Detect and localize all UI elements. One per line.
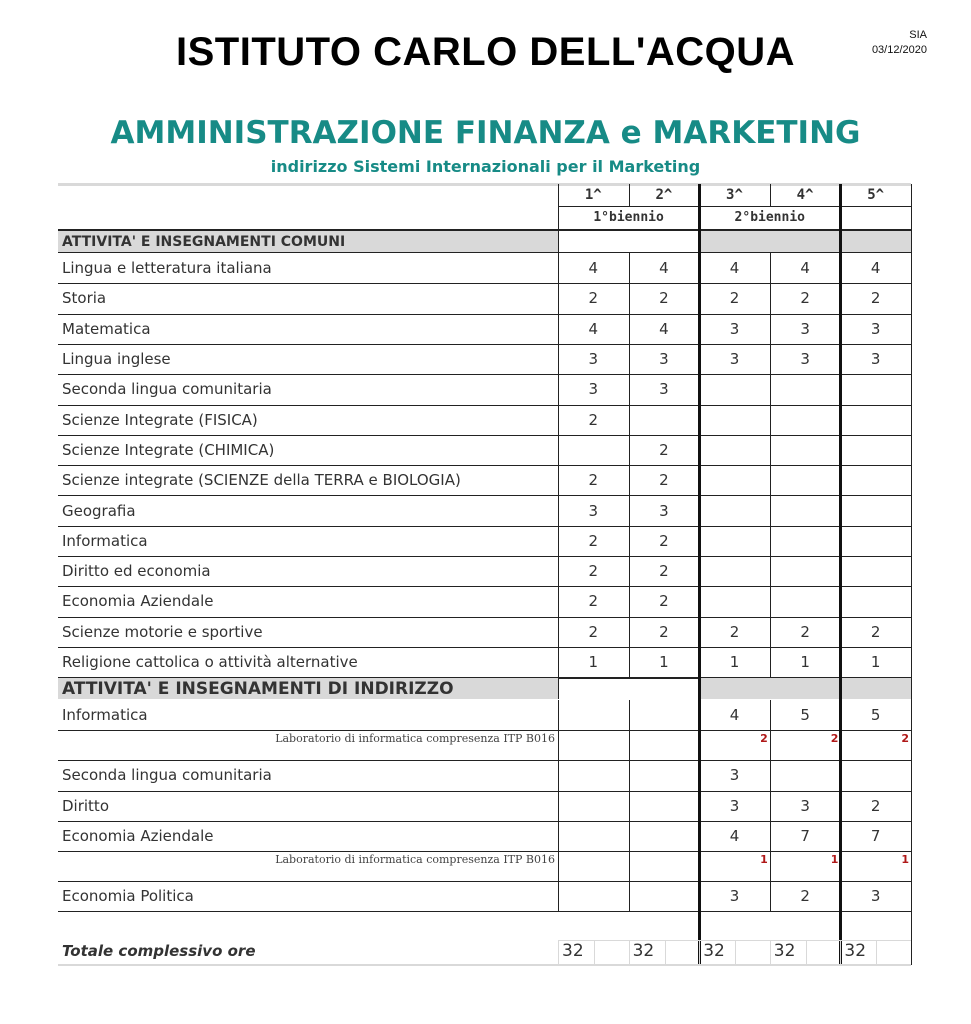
common_subjects-hours-cell: [558, 435, 629, 465]
common_subjects-hours-cell: [770, 586, 841, 616]
common_subjects-subject-name: Scienze integrate (SCIENZE della TERRA e BIOLOGIA): [62, 471, 461, 490]
common_subjects-hours-cell: 3: [588, 350, 599, 369]
specific_subjects-hours-cell: 5: [870, 706, 881, 725]
total-cell-border: [806, 940, 807, 965]
year-header-3: 3^: [726, 187, 743, 203]
specific_subjects-hours-cell: [629, 700, 700, 730]
specific_subjects-hours-cell: [558, 700, 629, 730]
specific_subjects-hours-cell: 2: [800, 887, 810, 906]
grid-line: [629, 184, 630, 206]
section-specific-header: ATTIVITA' E INSEGNAMENTI DI INDIRIZZO: [58, 678, 558, 699]
common_subjects-hours-cell: [840, 374, 911, 404]
common_subjects-hours-cell: 3: [729, 350, 740, 369]
common_subjects-subject-name: Scienze Integrate (CHIMICA): [62, 440, 275, 459]
specific_subjects-subject-name: Economia Politica: [62, 887, 194, 906]
grid-line: [770, 586, 771, 617]
grid-line: [629, 791, 630, 821]
common_subjects-hours-cell: 3: [800, 319, 810, 338]
common_subjects-hours-cell: [699, 374, 770, 404]
grid-line: [698, 184, 701, 965]
common_subjects-hours-cell: 2: [659, 562, 669, 581]
specific_subjects-lab-hours: 1: [901, 853, 909, 867]
grid-line: [770, 526, 771, 556]
common_subjects-hours-cell: 4: [659, 259, 669, 278]
specific_subjects-subject-name: Economia Aziendale: [62, 827, 214, 846]
common_subjects-hours-cell: 2: [800, 289, 810, 308]
common_subjects-hours-cell: 2: [729, 622, 740, 641]
common_subjects-hours-cell: 3: [659, 501, 669, 520]
grid-line: [770, 821, 771, 851]
common_subjects-hours-cell: 1: [870, 653, 881, 672]
common_subjects-hours-cell: [770, 374, 841, 404]
specific_subjects-hours-cell: [629, 760, 700, 790]
specific_subjects-hours-cell: 2: [870, 796, 881, 815]
common_subjects-subject-name: Scienze Integrate (FISICA): [62, 410, 258, 429]
common_subjects-hours-cell: [840, 405, 911, 435]
year-header-2: 2^: [655, 187, 673, 203]
common_subjects-subject-name: Geografia: [62, 501, 136, 520]
grid-line: [558, 184, 559, 229]
total-label: Totale complessivo ore: [62, 942, 256, 960]
common_subjects-subject-name: Lingua inglese: [62, 350, 171, 369]
common_subjects-hours-cell: 2: [870, 289, 881, 308]
common_subjects-subject-name: Matematica: [62, 319, 151, 338]
specific_subjects-lab-hours: 2: [901, 732, 909, 746]
grid-line: [629, 821, 630, 851]
grid-line: [770, 495, 771, 526]
grid-line: [558, 730, 559, 760]
common_subjects-hours-cell: [770, 405, 841, 435]
common_subjects-hours-cell: [699, 405, 770, 435]
grid-line: [770, 283, 771, 314]
year-header-5: 5^: [867, 187, 885, 203]
grid-line: [629, 314, 630, 344]
specific_subjects-lab-hours: 1: [760, 853, 768, 867]
specific_subjects-lab-label: Laboratorio di informatica compresenza ITP B016: [275, 732, 555, 746]
grid-line: [770, 647, 771, 677]
specific_subjects-hours-cell: 3: [729, 796, 740, 815]
grid-line: [629, 617, 630, 647]
grid-line: [629, 283, 630, 314]
common_subjects-hours-cell: 2: [588, 531, 599, 550]
grid-line: [558, 495, 559, 526]
grid-line: [770, 435, 771, 465]
common_subjects-hours-cell: [840, 465, 911, 495]
specific_subjects-lab-label: Laboratorio di informatica compresenza ITP B016: [275, 853, 555, 867]
grid-line: [558, 374, 559, 405]
common_subjects-hours-cell: 4: [729, 259, 740, 278]
common_subjects-subject-name: Lingua e letteratura italiana: [62, 259, 272, 278]
common_subjects-subject-name: Economia Aziendale: [62, 592, 214, 611]
grid-line: [770, 881, 771, 911]
grid-line: [558, 647, 559, 677]
grid-line: [558, 760, 559, 791]
common_subjects-subject-name: Informatica: [62, 531, 148, 550]
grid-line: [558, 791, 559, 821]
grid-line: [770, 405, 771, 435]
specific_subjects-hours-cell: 3: [729, 887, 740, 906]
grid-line: [839, 184, 842, 965]
section-shade: [701, 678, 840, 699]
common_subjects-hours-cell: 2: [588, 592, 599, 611]
grid-line: [558, 851, 559, 881]
common_subjects-hours-cell: [699, 586, 770, 616]
specific_subjects-hours-cell: [629, 821, 700, 851]
school-name: ISTITUTO CARLO DELL'ACQUA: [175, 30, 796, 74]
common_subjects-hours-cell: [770, 526, 841, 556]
specific_subjects-hours-cell: 3: [800, 796, 810, 815]
total-hours-cell: 32: [562, 941, 584, 961]
specific_subjects-hours-cell: 4: [729, 706, 740, 725]
common_subjects-hours-cell: 2: [588, 289, 599, 308]
specific_subjects-hours-cell: [558, 881, 629, 911]
grid-line: [558, 253, 559, 283]
specific_subjects-hours-cell: 4: [729, 827, 740, 846]
common_subjects-hours-cell: 2: [729, 289, 740, 308]
grid-line: [770, 465, 771, 495]
grid-line: [629, 465, 630, 495]
grid-line: [770, 556, 771, 586]
specific_subjects-hours-cell: [840, 760, 911, 790]
grid-line: [629, 435, 630, 465]
grid-line: [558, 881, 559, 911]
common_subjects-hours-cell: 2: [870, 622, 881, 641]
total-cell-border: [840, 940, 841, 965]
specific_subjects-hours-cell: [558, 760, 629, 790]
total-cell-border: [594, 940, 595, 965]
grid-line: [558, 821, 559, 851]
common_subjects-hours-cell: [840, 526, 911, 556]
common_subjects-hours-cell: 2: [588, 562, 599, 581]
course-subtitle: indirizzo Sistemi Internazionali per il Marketing: [270, 157, 701, 176]
specific_subjects-subject-name: Seconda lingua comunitaria: [62, 766, 272, 785]
year-header-4: 4^: [796, 187, 814, 203]
specific_subjects-hours-cell: [558, 791, 629, 821]
grid-line: [629, 851, 630, 881]
common_subjects-hours-cell: 2: [588, 410, 599, 429]
common_subjects-hours-cell: 3: [659, 380, 669, 399]
grid-line: [558, 465, 559, 495]
grid-line: [770, 374, 771, 405]
common_subjects-hours-cell: 3: [870, 319, 881, 338]
grid-line: [558, 586, 559, 617]
total-cell-border: [876, 940, 877, 965]
common_subjects-hours-cell: [699, 435, 770, 465]
common_subjects-hours-cell: 3: [588, 501, 599, 520]
grid-line: [558, 405, 559, 435]
grid-line: [770, 700, 771, 730]
specific_subjects-hours-cell: 3: [729, 766, 740, 785]
common_subjects-hours-cell: [840, 495, 911, 525]
common_subjects-hours-cell: [840, 556, 911, 586]
total-cell-border: [699, 940, 700, 965]
common_subjects-subject-name: Religione cattolica o attività alternative: [62, 653, 358, 672]
total-cell-border: [735, 940, 736, 965]
specific_subjects-hours-cell: [558, 821, 629, 851]
section-shade: [701, 231, 840, 252]
total-bottom-rule: [58, 964, 911, 966]
common_subjects-hours-cell: [840, 435, 911, 465]
common_subjects-subject-name: Diritto ed economia: [62, 562, 211, 581]
specific_subjects-hours-cell: [629, 791, 700, 821]
common_subjects-hours-cell: [770, 435, 841, 465]
grid-line: [770, 791, 771, 821]
grid-line: [629, 881, 630, 911]
period-2-header: 2°biennio: [734, 210, 805, 225]
common_subjects-hours-cell: 3: [729, 319, 740, 338]
common_subjects-hours-cell: 3: [588, 380, 599, 399]
grid-line: [629, 556, 630, 586]
total-hours-cell: 32: [632, 941, 655, 961]
grid-line: [629, 253, 630, 283]
grid-line: [770, 314, 771, 344]
common_subjects-hours-cell: 1: [659, 653, 669, 672]
grid-line: [58, 911, 911, 912]
total-cell-border: [770, 940, 771, 965]
grid-line: [629, 760, 630, 791]
year-header-1: 1^: [584, 187, 602, 203]
grid-line: [629, 730, 630, 760]
section-common-header: ATTIVITA' E INSEGNAMENTI COMUNI: [58, 231, 558, 252]
common_subjects-hours-cell: 4: [588, 319, 599, 338]
section-shade: [842, 231, 911, 252]
grid-line: [770, 760, 771, 791]
grid-line: [558, 314, 559, 344]
specific_subjects-hours-cell: 7: [870, 827, 881, 846]
total-cell-border: [665, 940, 666, 965]
grid-line: [629, 700, 630, 730]
common_subjects-hours-cell: 2: [659, 471, 669, 490]
total-cell-border: [629, 940, 630, 965]
document-date: 03/12/2020: [871, 44, 927, 56]
common_subjects-hours-cell: 1: [800, 653, 810, 672]
course-code: SIA: [909, 29, 927, 41]
specific_subjects-hours-cell: 3: [870, 887, 881, 906]
grid-line: [629, 495, 630, 526]
grid-line: [629, 374, 630, 405]
grid-line: [558, 556, 559, 586]
common_subjects-hours-cell: 2: [659, 289, 669, 308]
grid-line: [911, 184, 912, 965]
common_subjects-hours-cell: 2: [659, 531, 669, 550]
grid-line: [558, 283, 559, 314]
section-shade: [842, 678, 911, 699]
grid-line: [629, 586, 630, 617]
common_subjects-hours-cell: 2: [659, 622, 669, 641]
specific_subjects-subject-name: Diritto: [62, 796, 109, 815]
common_subjects-subject-name: Storia: [62, 289, 107, 308]
specific_subjects-lab-hours: 1: [830, 853, 839, 867]
common_subjects-hours-cell: [699, 556, 770, 586]
grid-line: [770, 344, 771, 374]
grid-line: [558, 435, 559, 465]
specific_subjects-lab-hours: 2: [760, 732, 768, 746]
total-hours-cell: 32: [703, 941, 725, 961]
grid-line: [770, 253, 771, 283]
specific_subjects-hours-cell: 5: [800, 706, 810, 725]
common_subjects-hours-cell: [699, 465, 770, 495]
grid-line: [770, 617, 771, 647]
grid-line: [770, 184, 771, 206]
specific_subjects-hours-cell: [629, 881, 700, 911]
common_subjects-hours-cell: [699, 495, 770, 525]
common_subjects-hours-cell: [629, 405, 700, 435]
common_subjects-hours-cell: 4: [588, 259, 599, 278]
common_subjects-hours-cell: 2: [659, 440, 669, 459]
common_subjects-hours-cell: 3: [659, 350, 669, 369]
common_subjects-hours-cell: 4: [659, 319, 669, 338]
common_subjects-hours-cell: 4: [800, 259, 810, 278]
common_subjects-hours-cell: [770, 495, 841, 525]
specific_subjects-hours-cell: [770, 760, 841, 790]
common_subjects-hours-cell: 2: [800, 622, 810, 641]
grid-line: [558, 206, 911, 207]
common_subjects-hours-cell: [770, 556, 841, 586]
common_subjects-hours-cell: 2: [588, 622, 599, 641]
specific_subjects-hours-cell: 7: [800, 827, 810, 846]
grid-line: [558, 678, 559, 699]
common_subjects-hours-cell: 2: [659, 592, 669, 611]
common_subjects-hours-cell: [699, 526, 770, 556]
total-top-rule: [558, 940, 911, 941]
common_subjects-hours-cell: 1: [729, 653, 740, 672]
grid-line: [558, 526, 559, 556]
grid-line: [558, 231, 559, 252]
common_subjects-hours-cell: 4: [870, 259, 881, 278]
common_subjects-subject-name: Seconda lingua comunitaria: [62, 380, 272, 399]
total-cell-border: [558, 940, 559, 965]
common_subjects-hours-cell: 3: [870, 350, 881, 369]
specific_subjects-subject-name: Informatica: [62, 706, 148, 725]
specific_subjects-lab-hours: 2: [830, 732, 839, 746]
period-1-header: 1°biennio: [593, 210, 664, 225]
grid-line: [629, 405, 630, 435]
grid-line: [770, 730, 771, 760]
grid-line: [558, 617, 559, 647]
grid-line: [629, 647, 630, 677]
common_subjects-hours-cell: [770, 465, 841, 495]
common_subjects-hours-cell: 1: [588, 653, 599, 672]
grid-line: [629, 526, 630, 556]
grid-line: [558, 700, 559, 730]
course-title: AMMINISTRAZIONE FINANZA e MARKETING: [110, 115, 861, 151]
total-hours-cell: 32: [773, 941, 796, 961]
common_subjects-hours-cell: 3: [800, 350, 810, 369]
common_subjects-hours-cell: [840, 586, 911, 616]
common_subjects-subject-name: Scienze motorie e sportive: [62, 622, 263, 641]
grid-line: [629, 344, 630, 374]
common_subjects-hours-cell: 2: [588, 471, 599, 490]
grid-line: [558, 344, 559, 374]
total-hours-cell: 32: [844, 941, 867, 961]
grid-line: [770, 851, 771, 881]
